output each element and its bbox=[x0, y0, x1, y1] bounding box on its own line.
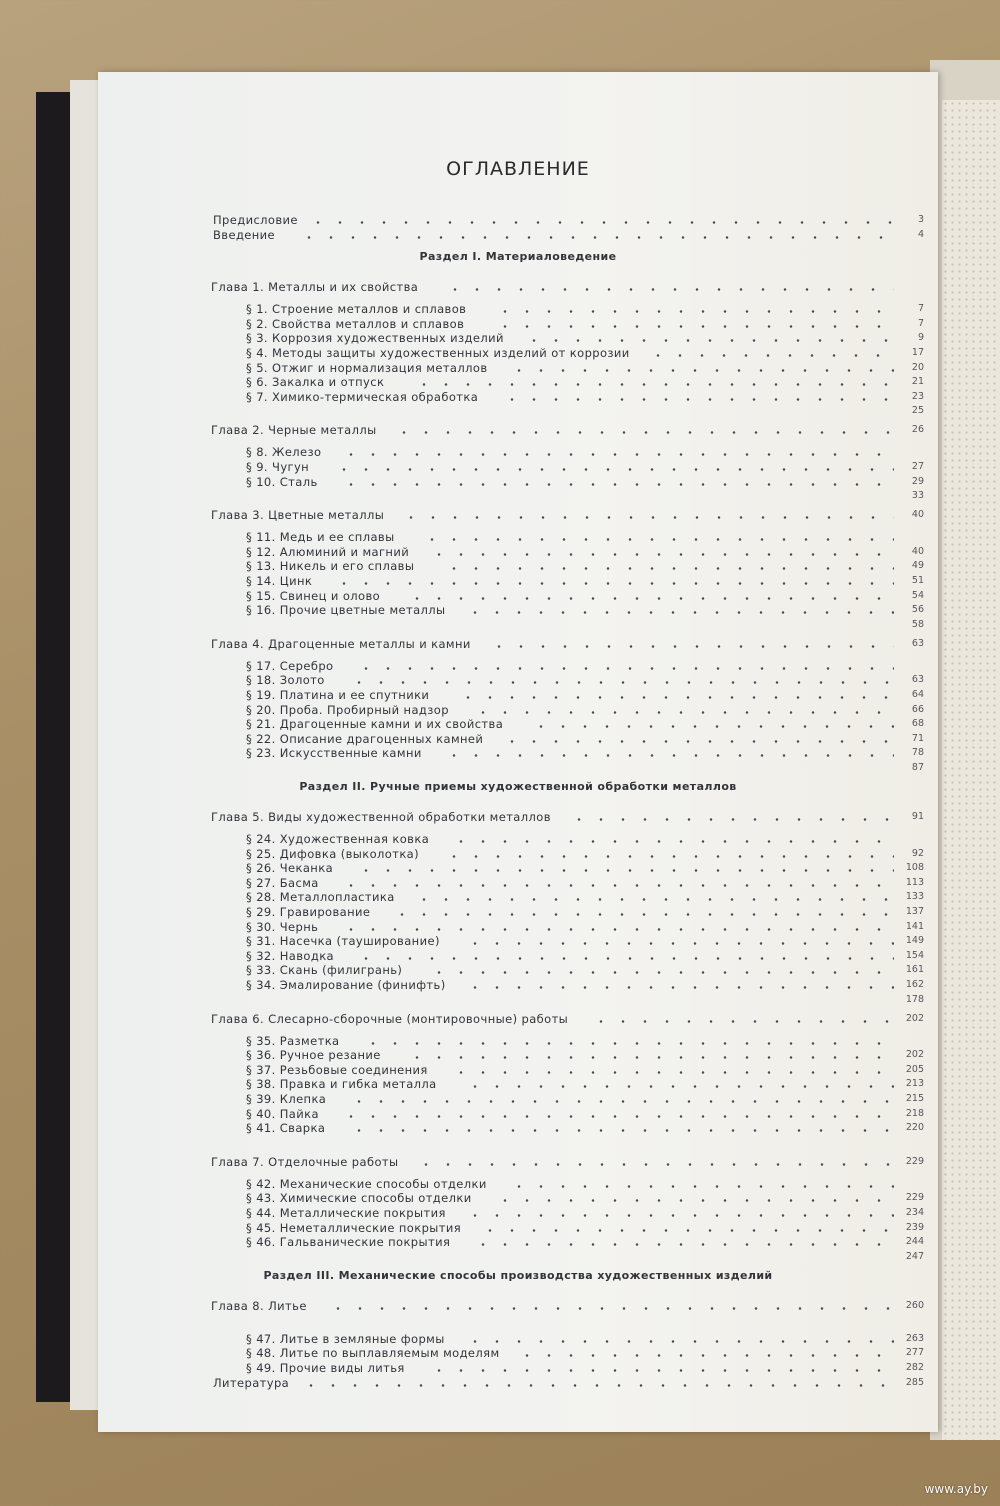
dot-leader bbox=[568, 818, 894, 821]
toc-row bbox=[98, 1120, 938, 1136]
contents-page bbox=[98, 72, 938, 1432]
toc-row bbox=[98, 488, 938, 504]
entry-title: § 36. Ручное резание bbox=[246, 1048, 381, 1063]
toc-row bbox=[98, 617, 938, 633]
toc-row bbox=[98, 1375, 938, 1391]
entry-title: Глава 7. Отделочные работы bbox=[211, 1154, 399, 1169]
page-number: 63 bbox=[911, 674, 924, 686]
page-number: 56 bbox=[911, 604, 924, 616]
page-number: 229 bbox=[905, 1155, 924, 1167]
entry-title: Глава 1. Металлы и их свойства bbox=[211, 280, 419, 295]
dot-leader bbox=[340, 453, 894, 456]
toc-row bbox=[98, 1106, 938, 1122]
dot-leader bbox=[298, 236, 894, 239]
dot-leader bbox=[530, 725, 894, 728]
entry-title: § 14. Цинк bbox=[246, 574, 313, 588]
dot-leader bbox=[348, 1100, 894, 1103]
page-number: 162 bbox=[905, 979, 924, 990]
dot-leader bbox=[327, 1307, 894, 1310]
toc-row bbox=[98, 1076, 938, 1092]
page-number: 154 bbox=[905, 949, 924, 961]
entry-title: § 46. Гальванические покрытия bbox=[246, 1235, 451, 1250]
dot-leader bbox=[450, 1071, 894, 1074]
dot-leader bbox=[393, 431, 894, 434]
section-title: Раздел II. Ручные приемы художественной обработки металлов bbox=[299, 780, 737, 793]
entry-title: § 18. Золото bbox=[246, 673, 325, 688]
entry-title: § 19. Платина и ее спутники bbox=[246, 688, 430, 702]
dot-leader bbox=[494, 325, 894, 328]
page-number: 54 bbox=[911, 589, 924, 601]
dot-leader bbox=[590, 1020, 894, 1023]
toc-row bbox=[98, 933, 938, 949]
page-number: 7 bbox=[917, 303, 924, 315]
page-number: 234 bbox=[905, 1207, 924, 1218]
entry-title: § 15. Свинец и олово bbox=[246, 588, 381, 603]
page-number: 20 bbox=[911, 361, 924, 373]
entry-title: Литература bbox=[213, 1375, 290, 1390]
page-number: 239 bbox=[905, 1221, 924, 1233]
entry-title: Глава 3. Цветные металлы bbox=[211, 508, 385, 523]
entry-title: § 48. Литье по выплавляемым моделям bbox=[246, 1346, 500, 1361]
toc-chapter-row bbox=[98, 636, 938, 652]
page-number: 71 bbox=[911, 732, 924, 744]
entry-title: Глава 6. Слесарно-сборочные (монтировочные) работы bbox=[211, 1011, 569, 1026]
toc-row bbox=[98, 212, 938, 228]
page-number: 40 bbox=[911, 545, 924, 557]
entry-title: § 38. Правка и гибка металла bbox=[246, 1077, 437, 1092]
entry-title: § 32. Наводка bbox=[246, 948, 335, 963]
entry-title: § 40. Пайка bbox=[246, 1106, 319, 1121]
toc-row bbox=[98, 760, 938, 776]
entry-title: § 3. Коррозия художественных изделий bbox=[246, 331, 504, 346]
toc-row bbox=[98, 977, 938, 993]
toc-chapter-row bbox=[98, 507, 938, 523]
page-number: 58 bbox=[911, 618, 924, 630]
toc-row bbox=[98, 731, 938, 747]
entry-title: Глава 2. Черные металлы bbox=[211, 423, 377, 438]
entry-title: § 39. Клепка bbox=[246, 1092, 327, 1106]
entry-title: § 30. Чернь bbox=[246, 919, 319, 934]
entry-title: § 35. Разметка bbox=[246, 1033, 340, 1048]
page-number: 26 bbox=[911, 424, 924, 436]
toc-row bbox=[98, 687, 938, 703]
page-number: 33 bbox=[911, 490, 924, 502]
page-number: 3 bbox=[917, 214, 924, 225]
dot-leader bbox=[300, 1384, 894, 1387]
toc-chapter-row bbox=[98, 1298, 938, 1314]
toc-row bbox=[98, 1062, 938, 1078]
entry-title: § 26. Чеканка bbox=[246, 861, 334, 876]
page-number: 64 bbox=[911, 689, 924, 700]
entry-title: § 42. Механические способы отделки bbox=[246, 1176, 487, 1191]
toc-row bbox=[98, 330, 938, 346]
page-number: 17 bbox=[911, 347, 924, 358]
toc-row bbox=[98, 1234, 938, 1250]
toc-row bbox=[98, 992, 938, 1008]
entry-title: § 22. Описание драгоценных камней bbox=[246, 731, 484, 746]
toc-row bbox=[98, 716, 938, 732]
page-number: 9 bbox=[917, 332, 924, 344]
dot-leader bbox=[444, 288, 894, 291]
toc-row bbox=[98, 1331, 938, 1347]
toc-row bbox=[98, 1135, 938, 1151]
toc-row bbox=[98, 1249, 938, 1265]
entry-title: § 6. Закалка и отпуск bbox=[246, 375, 385, 390]
entry-title: § 1. Строение металлов и сплавов bbox=[246, 302, 467, 317]
toc-row bbox=[98, 962, 938, 978]
page-number: 78 bbox=[911, 747, 924, 759]
watermark: www.ay.by bbox=[924, 1482, 988, 1496]
toc-row bbox=[98, 474, 938, 490]
dot-leader bbox=[488, 645, 894, 648]
dot-leader bbox=[464, 942, 894, 945]
page-number: 260 bbox=[905, 1299, 924, 1311]
dot-leader bbox=[523, 339, 894, 342]
toc-row bbox=[98, 875, 938, 891]
dot-leader bbox=[428, 1369, 894, 1372]
page-number: 285 bbox=[905, 1376, 924, 1388]
entry-title: § 21. Драгоценные камни и их свойства bbox=[246, 717, 504, 732]
toc-row bbox=[98, 573, 938, 589]
entry-title: § 7. Химико-термическая обработка bbox=[246, 389, 479, 404]
entry-title: Глава 4. Драгоценные металлы и камни bbox=[211, 636, 471, 651]
dot-leader bbox=[355, 957, 894, 960]
toc-row bbox=[98, 1047, 938, 1063]
entry-title: § 12. Алюминий и магний bbox=[246, 544, 410, 559]
toc-row bbox=[98, 1220, 938, 1236]
dot-leader bbox=[348, 1129, 894, 1132]
dot-leader bbox=[464, 1340, 894, 1343]
toc-row bbox=[98, 444, 938, 460]
toc-row bbox=[98, 529, 938, 545]
page-number: 202 bbox=[905, 1012, 924, 1024]
page-number: 23 bbox=[911, 390, 924, 402]
toc-row bbox=[98, 558, 938, 574]
entry-title: § 11. Медь и ее сплавы bbox=[246, 530, 395, 545]
entry-title: § 44. Металлические покрытия bbox=[246, 1206, 446, 1220]
dot-leader bbox=[508, 1185, 894, 1188]
entry-title: Глава 5. Виды художественной обработки металлов bbox=[211, 810, 551, 824]
dot-leader bbox=[457, 696, 894, 699]
entry-title: § 8. Железо bbox=[246, 445, 322, 460]
page-number: 68 bbox=[911, 718, 924, 730]
entry-title: § 23. Искусственные камни bbox=[246, 746, 422, 761]
page-number: 202 bbox=[905, 1049, 924, 1061]
page-number: 91 bbox=[911, 811, 924, 822]
toc-row bbox=[98, 846, 938, 862]
toc-chapter-row bbox=[98, 279, 938, 295]
toc-chapter-row bbox=[98, 809, 938, 825]
entry-title: § 2. Свойства металлов и сплавов bbox=[246, 316, 465, 331]
page-number: 87 bbox=[911, 762, 924, 773]
toc-row bbox=[98, 889, 938, 905]
page-number: 7 bbox=[917, 317, 924, 329]
page-number: 51 bbox=[911, 575, 924, 586]
toc-row bbox=[98, 702, 938, 718]
page-number: 25 bbox=[911, 405, 924, 417]
dot-leader bbox=[428, 971, 894, 974]
toc-row bbox=[98, 1091, 938, 1107]
dot-leader bbox=[472, 1243, 894, 1246]
entry-title: § 41. Сварка bbox=[246, 1121, 326, 1136]
toc-row bbox=[98, 1033, 938, 1049]
entry-title: § 28. Металлопластика bbox=[246, 890, 395, 905]
page-number: 21 bbox=[911, 376, 924, 388]
dot-leader bbox=[391, 913, 894, 916]
toc-row bbox=[98, 1205, 938, 1221]
table-of-contents bbox=[98, 72, 938, 1390]
dot-leader bbox=[400, 516, 894, 519]
dot-leader bbox=[472, 711, 894, 714]
dot-leader bbox=[340, 884, 894, 887]
page-number: 220 bbox=[905, 1122, 924, 1134]
entry-title: § 10. Сталь bbox=[246, 474, 318, 489]
page-number: 205 bbox=[905, 1063, 924, 1075]
toc-section-row bbox=[98, 1268, 938, 1284]
page-number: 229 bbox=[905, 1192, 924, 1204]
page-number: 141 bbox=[905, 920, 924, 932]
entry-title: Глава 8. Литье bbox=[211, 1298, 307, 1313]
dot-leader bbox=[406, 1056, 894, 1059]
page-number: 263 bbox=[905, 1332, 924, 1344]
page-number: 137 bbox=[905, 906, 924, 917]
toc-row bbox=[98, 389, 938, 405]
toc-row bbox=[98, 745, 938, 761]
entry-title: § 17. Серебро bbox=[246, 658, 334, 673]
toc-row bbox=[98, 948, 938, 964]
toc-row bbox=[98, 919, 938, 935]
page-number: 29 bbox=[911, 475, 924, 487]
dot-leader bbox=[355, 869, 894, 872]
dot-leader bbox=[340, 1115, 894, 1118]
entry-title: § 34. Эмалирование (финифть) bbox=[246, 978, 446, 992]
page-number: 149 bbox=[905, 935, 924, 947]
toc-row bbox=[98, 301, 938, 317]
toc-row bbox=[98, 831, 938, 847]
entry-title: § 20. Проба. Пробирный надзор bbox=[246, 702, 449, 717]
page-title: ОГЛАВЛЕНИЕ bbox=[446, 158, 590, 180]
toc-row bbox=[98, 1176, 938, 1192]
dot-leader bbox=[450, 840, 894, 843]
toc-row bbox=[98, 459, 938, 475]
entry-title: Введение bbox=[213, 227, 276, 242]
page-number: 27 bbox=[911, 461, 924, 472]
toc-row bbox=[98, 904, 938, 920]
dot-leader bbox=[464, 986, 894, 989]
toc-row bbox=[98, 360, 938, 376]
toc-row bbox=[98, 1360, 938, 1376]
dot-leader bbox=[501, 740, 894, 743]
facing-page bbox=[930, 60, 1000, 1440]
page-number: 244 bbox=[905, 1236, 924, 1248]
toc-row bbox=[98, 860, 938, 876]
entry-title: § 29. Гравирование bbox=[246, 905, 371, 919]
page-number: 63 bbox=[911, 637, 924, 649]
toc-chapter-row bbox=[98, 422, 938, 438]
page-number: 4 bbox=[917, 228, 924, 240]
dot-leader bbox=[443, 754, 894, 757]
entry-title: § 9. Чугун bbox=[246, 460, 310, 474]
dot-leader bbox=[406, 597, 894, 600]
toc-row bbox=[98, 602, 938, 618]
dot-leader bbox=[464, 611, 894, 614]
page-number: 108 bbox=[905, 862, 924, 874]
dot-leader bbox=[443, 567, 894, 570]
dot-leader bbox=[516, 1354, 894, 1357]
toc-row bbox=[98, 672, 938, 688]
toc-section-row bbox=[98, 779, 938, 795]
toc-row bbox=[98, 316, 938, 332]
dot-leader bbox=[333, 468, 894, 471]
dot-leader bbox=[494, 1199, 894, 1202]
dot-leader bbox=[340, 928, 894, 931]
page-number: 40 bbox=[911, 509, 924, 521]
entry-title: § 27. Басма bbox=[246, 875, 319, 890]
dot-leader bbox=[464, 1085, 894, 1088]
toc-row bbox=[98, 1345, 938, 1361]
entry-title: § 16. Прочие цветные металлы bbox=[246, 603, 446, 618]
dot-leader bbox=[362, 1042, 894, 1045]
toc-row bbox=[98, 374, 938, 390]
toc-section-row bbox=[98, 249, 938, 265]
dot-leader bbox=[413, 383, 894, 386]
dot-leader bbox=[508, 369, 894, 372]
dot-leader bbox=[413, 898, 894, 901]
dot-leader bbox=[348, 681, 894, 684]
entry-title: § 4. Методы защиты художественных изделий от коррозии bbox=[246, 346, 630, 360]
toc-row bbox=[98, 544, 938, 560]
entry-title: § 49. Прочие виды литья bbox=[246, 1361, 405, 1375]
entry-title: § 25. Дифовка (выколотка) bbox=[246, 846, 419, 861]
toc-row bbox=[98, 588, 938, 604]
dot-leader bbox=[333, 582, 894, 585]
dot-leader bbox=[355, 667, 894, 670]
entry-title: § 33. Скань (филигрань) bbox=[246, 963, 403, 978]
page-number: 282 bbox=[905, 1362, 924, 1373]
entry-title: § 31. Насечка (таушированиe) bbox=[246, 934, 440, 949]
toc-chapter-row bbox=[98, 1011, 938, 1027]
dot-leader bbox=[443, 855, 894, 858]
entry-title: § 13. Никель и его сплавы bbox=[246, 559, 415, 574]
dot-leader bbox=[428, 553, 894, 556]
dot-leader bbox=[421, 538, 894, 541]
page-number: 113 bbox=[905, 876, 924, 888]
page-number: 133 bbox=[905, 891, 924, 903]
dot-leader bbox=[479, 1229, 894, 1232]
entry-title: § 24. Художественная ковка bbox=[246, 832, 430, 846]
toc-row bbox=[98, 1190, 938, 1206]
page-number: 92 bbox=[911, 847, 924, 859]
toc-row bbox=[98, 403, 938, 419]
section-title: Раздел III. Механические способы производства художественных изделий bbox=[263, 1268, 773, 1282]
dot-leader bbox=[647, 354, 894, 357]
page-number: 178 bbox=[905, 993, 924, 1005]
section-title: Раздел I. Материаловедение bbox=[419, 250, 617, 264]
dot-leader bbox=[307, 221, 894, 224]
entry-title: § 5. Отжиг и нормализация металлов bbox=[246, 360, 488, 375]
toc-row bbox=[98, 345, 938, 361]
entry-title: § 47. Литье в земляные формы bbox=[246, 1331, 445, 1346]
dot-leader bbox=[494, 310, 894, 313]
dot-leader bbox=[415, 1163, 894, 1166]
page-number: 218 bbox=[905, 1107, 924, 1119]
dot-leader bbox=[501, 398, 894, 401]
entry-title: § 45. Неметаллические покрытия bbox=[246, 1220, 462, 1235]
page-number: 161 bbox=[905, 964, 924, 976]
page-number: 247 bbox=[905, 1250, 924, 1262]
toc-row bbox=[98, 658, 938, 674]
page-number: 277 bbox=[905, 1347, 924, 1359]
dot-leader bbox=[464, 1214, 894, 1217]
toc-chapter-row bbox=[98, 1154, 938, 1170]
entry-title: § 37. Резьбовые соединения bbox=[246, 1062, 428, 1077]
page-number: 213 bbox=[905, 1078, 924, 1090]
entry-title: Предисловие bbox=[213, 213, 298, 227]
entry-title: § 43. Химические способы отделки bbox=[246, 1191, 472, 1206]
page-number: 49 bbox=[911, 560, 924, 572]
toc-row bbox=[98, 227, 938, 243]
page-number: 66 bbox=[911, 703, 924, 715]
dot-leader bbox=[340, 483, 894, 486]
page-number: 215 bbox=[905, 1093, 924, 1104]
